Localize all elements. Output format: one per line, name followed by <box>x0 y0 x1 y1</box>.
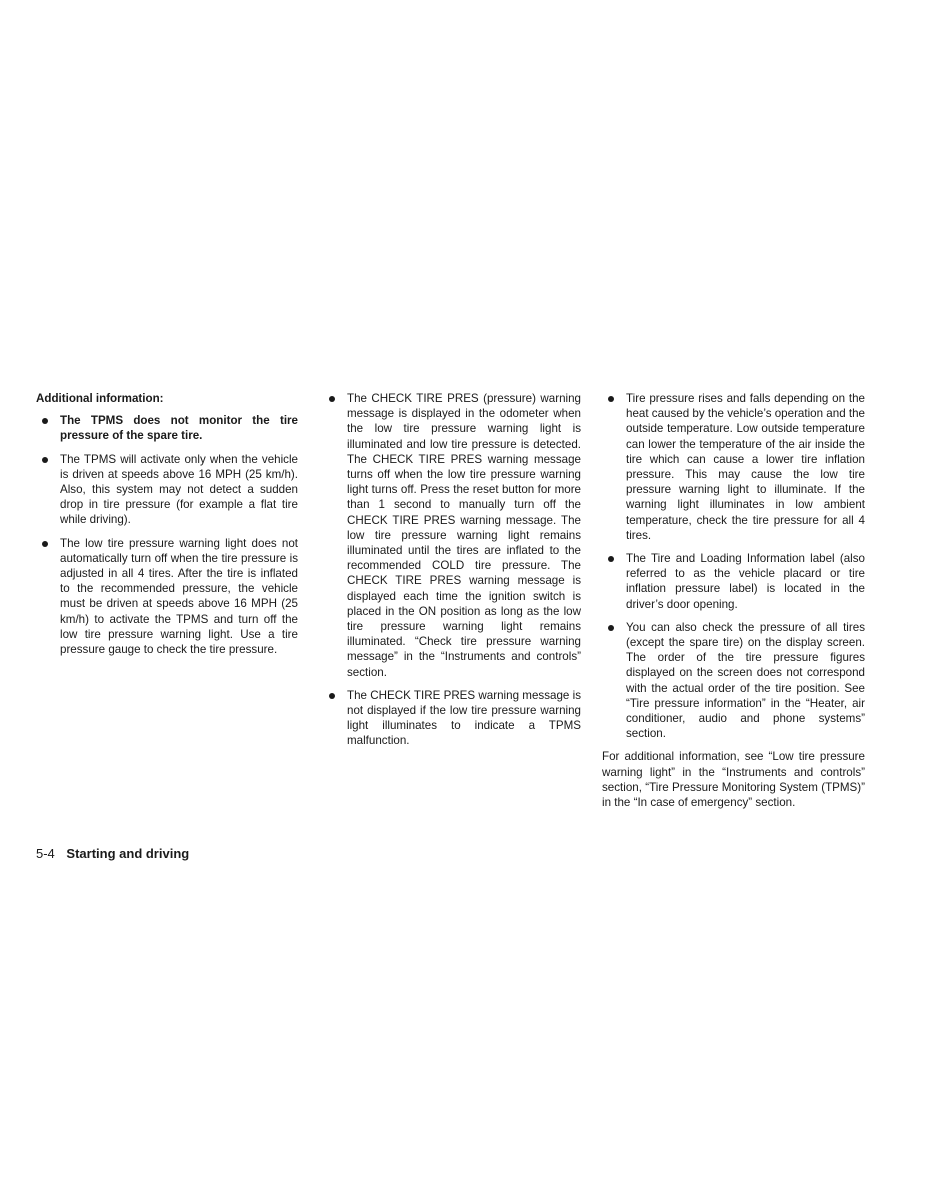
additional-info-note: For additional information, see “Low tire pressure warning light” in the “Instruments and controls” section, “Tire Pressure Monitoring System (TPMS)” in the “In case of emergency” section. <box>602 750 865 810</box>
page-number: 5-4 <box>36 846 55 861</box>
bullet-text: The CHECK TIRE PRES warning message is not displayed if the low tire pressure warning light illuminates to indicate a TPMS malfunction. <box>347 688 581 748</box>
bullet-item <box>36 452 298 528</box>
bullet-text: The TPMS does not monitor the tire pressure of the spare tire. <box>60 414 298 443</box>
bullet-item <box>323 391 581 680</box>
bullet-text: The CHECK TIRE PRES (pressure) warning message is displayed in the odometer when the low tire pressure warning light is illuminated and low tire pressure is detected. The CHECK TIRE PRES warning message turns off when the low tire pressure warning light turns off. Press the reset button for more than 1 second to manually turn off the CHECK TIRE PRES warning message. The low tire pressure warning light remains illuminated until the tires are inflated to the recommended COLD tire pressure. The CHECK TIRE PRES warning message is displayed each time the ignition switch is placed in the ON position as long as the low tire pressure warning light remains illuminated. “Check tire pressure warning message” in the “Instruments and controls” section. <box>347 392 581 679</box>
page-footer <box>36 846 189 862</box>
bullet-icon <box>608 625 614 631</box>
bullet-icon <box>329 396 335 402</box>
bullet-item <box>602 551 865 612</box>
bullet-icon <box>608 396 614 402</box>
bullet-item <box>602 391 865 543</box>
bullet-item <box>602 620 865 742</box>
bullet-text: The Tire and Loading Information label (also referred to as the vehicle placard or tire inflation pressure label) is located in the driver’s door opening. <box>626 552 865 611</box>
bullet-list <box>323 391 581 749</box>
bullet-icon <box>42 457 48 463</box>
bullet-icon <box>608 556 614 562</box>
bullet-item <box>323 688 581 749</box>
bullet-list <box>602 391 865 741</box>
bullet-list <box>36 413 298 657</box>
bullet-text: The TPMS will activate only when the vehicle is driven at speeds above 16 MPH (25 km/h). Also, this system may not detect a sudden drop in tire pressure (for example a flat tire while driving). <box>60 452 298 527</box>
column-2 <box>323 391 581 757</box>
bullet-text: Tire pressure rises and falls depending on the heat caused by the vehicle’s operation and the outside temperature. Low outside temperature can lower the temperature of the air inside the tire which can cause a lower tire inflation pressure. This may cause the low tire pressure warning light to illuminate. If the warning light illuminates in low ambient temperature, check the tire pressure for all 4 tires. <box>626 392 865 542</box>
bullet-text: The low tire pressure warning light does not automatically turn off when the tire pressure is adjusted in all 4 tires. After the tire is inflated to the recommended pressure, the vehicle must be driven at speeds above 16 MPH (25 km/h) to activate the TPMS and turn off the low tire pressure warning light. Use a tire pressure gauge to check the tire pressure. <box>60 536 298 657</box>
section-heading: Additional information: <box>36 392 164 405</box>
bullet-text: You can also check the pressure of all tires (except the spare tire) on the display screen. The order of the tire pressure figures displayed on the screen does not correspond with the actual order of the tire position. See “Tire pressure information” in the “Heater, air conditioner, audio and phone systems” section. <box>626 620 865 741</box>
column-3 <box>602 391 865 810</box>
section-title: Starting and driving <box>66 846 190 861</box>
bullet-icon <box>329 693 335 699</box>
column-1 <box>36 391 298 665</box>
bullet-icon <box>42 418 48 424</box>
bullet-item <box>36 413 298 443</box>
bullet-icon <box>42 541 48 547</box>
bullet-item <box>36 536 298 658</box>
